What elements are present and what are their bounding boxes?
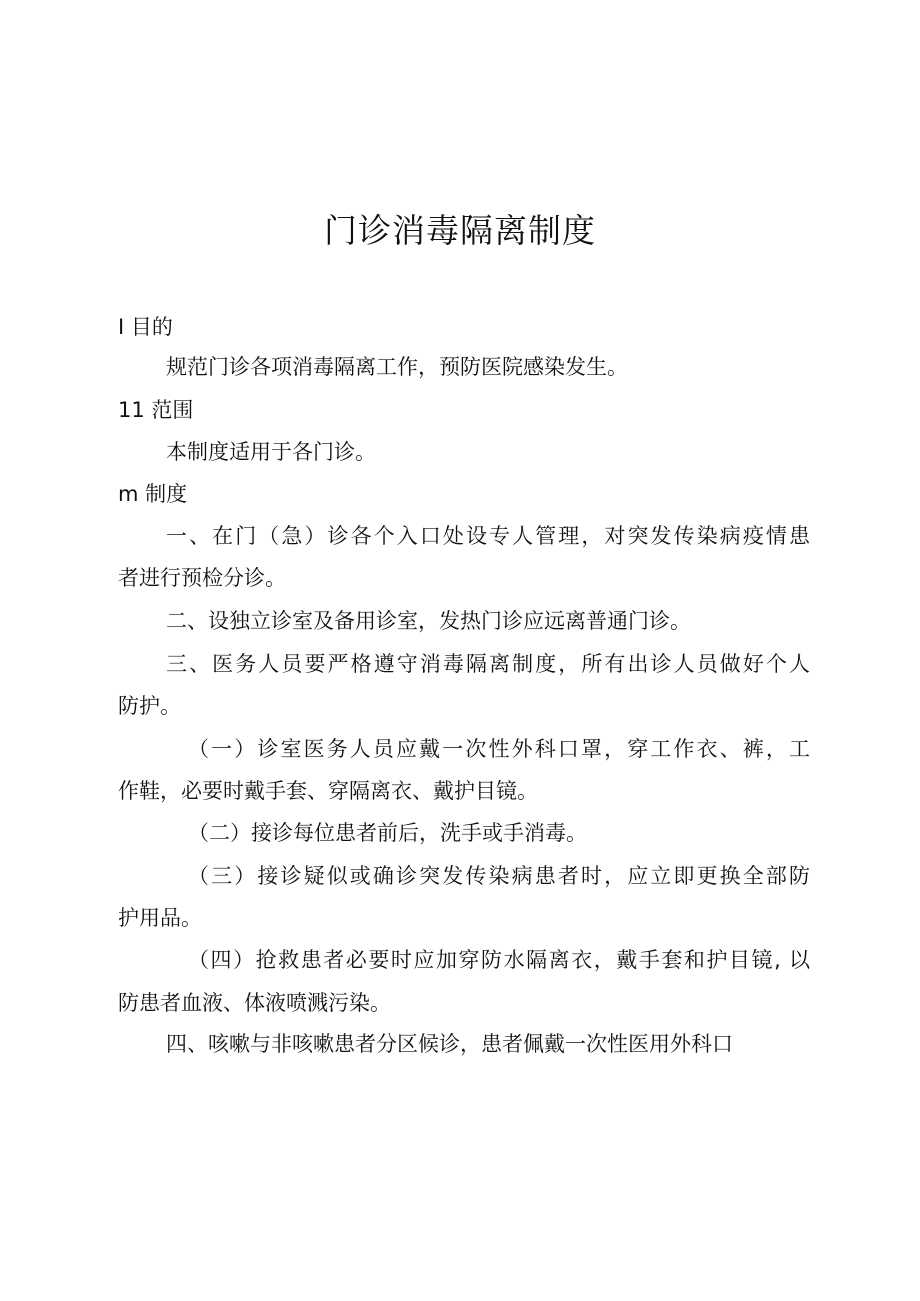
section-heading-rules: m 制度 <box>118 482 188 506</box>
section-heading-scope: 11 范围 <box>118 398 194 422</box>
document-title: 门诊消毒隔离制度 <box>324 211 596 250</box>
rule-3-sub-3-line-1: （三）接诊疑似或确诊突发传染病患者时，应立即更换全部防 <box>188 864 810 888</box>
rule-2: 二、设独立诊室及备用诊室，发热门诊应远离普通门诊。 <box>166 609 691 633</box>
scope-text: 本制度适用于各门诊。 <box>166 440 376 464</box>
rule-3-line-1: 三、医务人员要严格遵守消毒隔离制度，所有出诊人员做好个人 <box>166 652 810 676</box>
rule-3-sub-2: （二）接诊每位患者前后，洗手或手消毒。 <box>188 821 587 845</box>
rule-3-sub-4-line-2: 防患者血液、体液喷溅污染。 <box>118 991 391 1015</box>
rule-3-sub-1-line-1: （一）诊室医务人员应戴一次性外科口罩，穿工作衣、裤，工 <box>188 737 810 761</box>
rule-1-line-1: 一、在门（急）诊各个入口处设专人管理，对突发传染病疫情患 <box>166 524 810 548</box>
section-heading-purpose: I 目的 <box>118 315 173 339</box>
rule-3-sub-3-line-2: 护用品。 <box>118 906 202 930</box>
rule-1-line-2: 者进行预检分诊。 <box>118 566 286 590</box>
rule-3-line-2: 防护。 <box>118 694 181 718</box>
purpose-text: 规范门诊各项消毒隔离工作，预防医院感染发生。 <box>166 355 628 379</box>
rule-4-line-1: 四、咳嗽与非咳嗽患者分区候诊，患者佩戴一次性医用外科口 <box>166 1032 733 1056</box>
rule-3-sub-4-line-1: （四）抢救患者必要时应加穿防水隔离衣，戴手套和护目镜, 以 <box>188 948 810 972</box>
rule-3-sub-1-line-2: 作鞋，必要时戴手套、穿隔离衣、戴护目镜。 <box>118 779 538 803</box>
